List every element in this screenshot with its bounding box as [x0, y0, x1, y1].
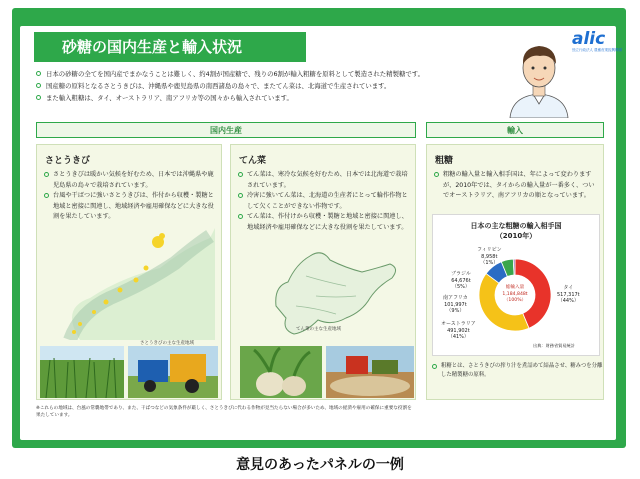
cane-heading: さとうきび — [45, 156, 91, 166]
section-domestic-header: 国内生産 — [36, 122, 416, 138]
beet-heading: てん菜 — [239, 156, 267, 166]
pie-slice-label-line: 南アフリカ — [443, 295, 468, 301]
intro-bullet: また輸入粗糖は、タイ、オーストラリア、南アフリカ等の国々から輸入されています。 — [36, 92, 496, 104]
section-import-header: 輸入 — [426, 122, 604, 138]
pie-slice-label-line: （41%） — [447, 334, 469, 340]
beet-bullet: てん菜は、作付けから収穫・製糖と地域と密接に関連し、地域経済や雇用確保などに大きな役割を果たしています。 — [238, 212, 410, 233]
beet-text — [238, 170, 410, 233]
pie-slice-label — [557, 285, 580, 305]
pie-center-label-line: （100%） — [503, 298, 527, 303]
pie-slice-label — [443, 295, 468, 315]
pie-center-label-line: 総輸入量 — [505, 285, 525, 290]
cane-map-caption: さとうきびの主な生産地域 — [140, 341, 194, 346]
pie-slice-label-line: 8,958t — [481, 253, 498, 260]
pie-slice — [513, 259, 515, 275]
chart-subtitle-text: （2010年） — [495, 232, 537, 240]
pie-slice-label-line: 491,902t — [447, 327, 470, 334]
pie-slice-label-line: ブラジル — [451, 271, 471, 277]
beet-harvest-photo — [326, 346, 414, 398]
beet-bullet: てん菜は、寒冷な気候を好むため、日本では北海道で栽培されています。 — [238, 170, 410, 191]
pie-slice-label-line: 517,317t — [557, 291, 580, 298]
pie-slice-label — [441, 321, 476, 341]
raw-sugar-text — [434, 170, 598, 202]
footnote: ※これらの地域は、台風の常襲地帯であり、また、干ばつなどの気象条件が厳しく、さとうきびに代わる作物が見当たらない場合が多いため、地域の経済や雇用の確保に重要な役割を果たしています。 — [36, 406, 412, 418]
chart-title-text: 日本の主な粗糖の輸入相手国 — [470, 222, 562, 230]
cane-text — [44, 170, 216, 223]
beet-crop-photo — [240, 346, 322, 398]
cane-bullet: さとうきびは暖かい気候を好むため、日本では沖縄県や鹿児島県の島々で栽培されています。 — [44, 170, 216, 191]
pie-center-label — [495, 285, 535, 305]
beet-bullet: 冷害に強いてん菜は、北海道の生産者にとって輪作作物として欠くことができない作物です。 — [238, 191, 410, 212]
pie-slice-label-line: フィリピン — [477, 247, 502, 253]
pie-slice-label-line: （44%） — [557, 298, 579, 304]
pie-slice-label-line: 101,997t — [444, 301, 467, 308]
pie-slice-label-line: 64,676t — [451, 277, 471, 284]
intro-bullets — [36, 68, 496, 104]
hokkaido-map — [266, 246, 402, 338]
pie-slice-label-line: （9%） — [446, 308, 465, 314]
person-illustration-icon — [500, 34, 578, 118]
poster-title: 砂糖の国内生産と輸入状況 — [34, 32, 306, 62]
raw-sugar-heading: 粗糖 — [435, 156, 454, 166]
cane-map — [50, 228, 215, 340]
intro-bullet: 日本の砂糖の全てを国内産でまかなうことは難しく、約4割が国産糖で、残りの6割が輸入粗糖を原料として製造された精製糖です。 — [36, 68, 496, 80]
logo-subtitle: 独立行政法人 農畜産業振興機構 — [572, 48, 623, 52]
import-chart — [432, 214, 600, 356]
pie-slice-label-line: （1%） — [480, 260, 499, 266]
pie-slice-label — [451, 271, 471, 291]
cane-field-photo — [40, 346, 124, 398]
figure-caption: 意見のあったパネルの一例 — [236, 457, 404, 473]
chart-source: 出典：財務省貿易統計 — [533, 343, 575, 348]
pie-center-label-line: 1,184,848t — [502, 291, 528, 297]
raw-sugar-note — [432, 362, 604, 379]
logo-mark: alic — [572, 29, 606, 49]
pie-slice-label-line: オーストラリア — [441, 321, 476, 327]
alic-logo — [572, 29, 623, 54]
cane-bullet: 台風や干ばつに強いさとうきびは、作付から収穫・製糖と地域と密接に関連し、地域経済や雇用確保などに大きな役割を果たしています。 — [44, 191, 216, 223]
pie-slice-label — [477, 247, 502, 267]
raw-sugar-bullet: 粗糖の輸入量と輸入相手国は、年によって変わりますが、2010年では、タイからの輸入量が一番多く、ついでオーストラリア、南アフリカの順となっています。 — [434, 170, 598, 202]
pie-slice-label-line: （5%） — [451, 284, 470, 290]
intro-bullet: 国産糖の原料となるさとうきびは、沖縄県や鹿児島県の南西諸島の島々で、またてん菜は、北海道で生産されています。 — [36, 80, 496, 92]
harvester-photo — [128, 346, 218, 398]
beet-map-caption: てん菜の主な生産地域 — [296, 327, 341, 332]
raw-sugar-note-text: 粗糖とは、さとうきびの搾り汁を煮詰めて結晶させ、糖みつを分離した精製糖の原料。 — [432, 362, 604, 379]
pie-slice-label-line: タイ — [563, 285, 574, 291]
